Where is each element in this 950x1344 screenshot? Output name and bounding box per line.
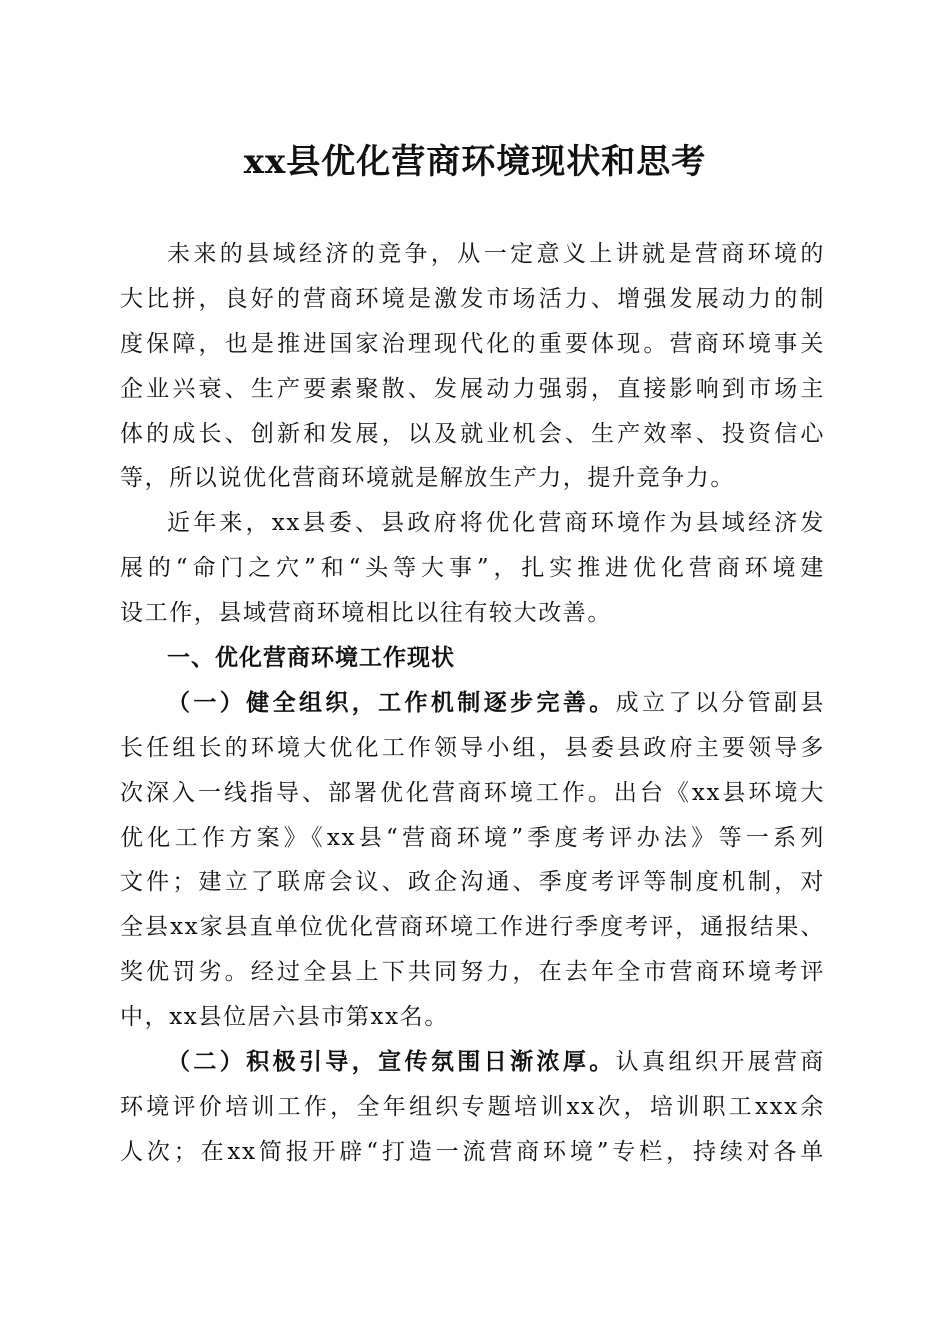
section-1-heading: 一、优化营商环境工作现状 <box>167 645 455 672</box>
subsection-1-line-8: 中，xx县位居六县市第xx名。 <box>120 1004 449 1031</box>
paragraph-1-line-4: 企业兴衰、生产要素聚散、发展动力强弱，直接影响到市场主 <box>120 375 825 402</box>
paragraph-2-line-1: 近年来，xx县委、县政府将优化营商环境作为县域经济发 <box>167 510 825 537</box>
subsection-1-line-7: 奖优罚劣。经过全县上下共同努力，在去年全市营商环境考评 <box>120 959 825 986</box>
subsection-2-line-3: 人次；在xx简报开辟“打造一流营商环境”专栏，持续对各单 <box>120 1138 825 1165</box>
subsection-1-line-3: 次深入一线指导、部署优化营商环境工作。出台《xx县环境大 <box>120 779 825 806</box>
subsection-1-line-5: 文件；建立了联席会议、政企沟通、季度考评等制度机制，对 <box>120 869 825 896</box>
document-body <box>120 232 825 1175</box>
paragraph-1-line-3: 度保障，也是推进国家治理现代化的重要体现。营商环境事关 <box>120 330 825 357</box>
paragraph-1-line-5: 体的成长、创新和发展，以及就业机会、生产效率、投资信心 <box>120 420 825 447</box>
subsection-1-lead: （一）健全组织，工作机制逐步完善。 <box>167 688 616 716</box>
subsection-1-line-2: 长任组长的环境大优化工作领导小组，县委县政府主要领导多 <box>120 734 825 761</box>
paragraph-2-line-3: 设工作，县域营商环境相比以往有较大改善。 <box>120 600 612 627</box>
subsection-1-line-4: 优化工作方案》《xx县“营商环境”季度考评办法》等一系列 <box>120 824 825 851</box>
subsection-1-line-1-rest: 成立了以分管副县 <box>615 689 825 716</box>
subsection-2-line-1 <box>120 1040 825 1085</box>
subsection-1-line-1 <box>120 681 825 726</box>
document-title: xx县优化营商环境现状和思考 <box>243 142 707 182</box>
subsection-1-line-6: 全县xx家县直单位优化营商环境工作进行季度考评，通报结果、 <box>120 914 825 941</box>
subsection-2-line-1-rest: 认真组织开展营商 <box>615 1049 825 1076</box>
subsection-2-lead: （二）积极引导，宣传氛围日渐浓厚。 <box>167 1048 616 1076</box>
paragraph-1-line-2: 大比拼，良好的营商环境是激发市场活力、增强发展动力的制 <box>120 285 825 312</box>
paragraph-1-line-1: 未来的县域经济的竞争，从一定意义上讲就是营商环境的 <box>167 241 825 267</box>
subsection-2-line-2: 环境评价培训工作，全年组织专题培训xx次，培训职工xxx余 <box>120 1093 825 1120</box>
paragraph-1-line-6: 等，所以说优化营商环境就是解放生产力，提升竞争力。 <box>120 465 735 492</box>
paragraph-2-line-2: 展的“命门之穴”和“头等大事”，扎实推进优化营商环境建 <box>120 555 825 582</box>
